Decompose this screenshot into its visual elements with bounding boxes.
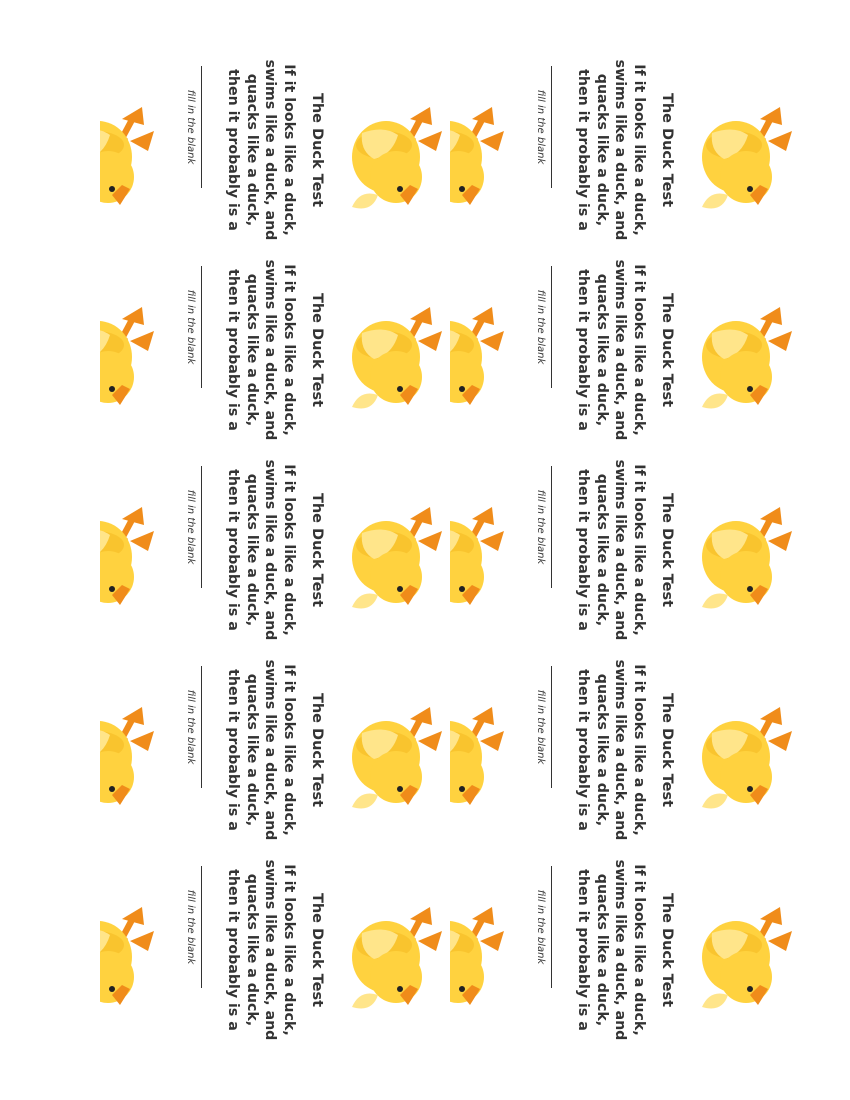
card-title: The Duck Test bbox=[309, 292, 325, 408]
duck-test-card bbox=[450, 650, 800, 850]
card-text bbox=[574, 50, 648, 250]
card-text-line: swims like a duck, and bbox=[612, 459, 629, 641]
card-text-line: then it probably is a bbox=[575, 669, 592, 831]
duck-illustration bbox=[680, 485, 800, 617]
card-text-line: quacks like a duck, bbox=[244, 673, 260, 827]
card-title: The Duck Test bbox=[659, 292, 675, 408]
card-text-line: If it looks like a duck, bbox=[631, 864, 647, 1036]
card-text-line: then it probably is a bbox=[225, 669, 242, 831]
card-text bbox=[574, 450, 648, 650]
card-text-line: If it looks like a duck, bbox=[281, 464, 297, 636]
duck-illustration-partial bbox=[100, 485, 162, 617]
duck-test-card bbox=[100, 650, 450, 850]
card-text-line: swims like a duck, and bbox=[262, 59, 279, 241]
duck-illustration bbox=[680, 685, 800, 817]
card-text-line: If it looks like a duck, bbox=[281, 64, 297, 236]
card-text bbox=[224, 850, 298, 1050]
answer-blank-line bbox=[551, 66, 552, 188]
card-text-line: If it looks like a duck, bbox=[281, 264, 297, 436]
answer-blank-line bbox=[201, 266, 202, 388]
card-text-line: then it probably is a bbox=[225, 69, 242, 231]
blank-hint: fill in the blank bbox=[535, 89, 546, 165]
duck-illustration-partial bbox=[100, 85, 162, 217]
card-text-line: quacks like a duck, bbox=[594, 673, 610, 827]
card-text-line: swims like a duck, and bbox=[612, 59, 629, 241]
blank-hint: fill in the blank bbox=[535, 689, 546, 765]
card-text-line: then it probably is a bbox=[575, 869, 592, 1031]
duck-illustration bbox=[330, 885, 450, 1017]
card-text-line: swims like a duck, and bbox=[612, 659, 629, 841]
duck-test-card bbox=[100, 250, 450, 450]
duck-test-card bbox=[450, 250, 800, 450]
card-text-line: then it probably is a bbox=[575, 269, 592, 431]
duck-test-card bbox=[450, 50, 800, 250]
card-text-line: quacks like a duck, bbox=[594, 473, 610, 627]
duck-illustration bbox=[680, 885, 800, 1017]
answer-blank-line bbox=[201, 66, 202, 188]
duck-test-card bbox=[100, 50, 450, 250]
answer-blank-line bbox=[201, 666, 202, 788]
card-text-line: then it probably is a bbox=[575, 69, 592, 231]
card-text-line: If it looks like a duck, bbox=[281, 664, 297, 836]
duck-illustration-partial bbox=[450, 85, 512, 217]
answer-blank-line bbox=[551, 666, 552, 788]
card-title: The Duck Test bbox=[659, 692, 675, 808]
blank-hint: fill in the blank bbox=[535, 289, 546, 365]
blank-hint: fill in the blank bbox=[185, 889, 196, 965]
card-title: The Duck Test bbox=[659, 492, 675, 608]
duck-illustration bbox=[680, 85, 800, 217]
blank-hint: fill in the blank bbox=[185, 289, 196, 365]
card-title: The Duck Test bbox=[659, 92, 675, 208]
card-title: The Duck Test bbox=[659, 892, 675, 1008]
duck-test-card bbox=[450, 450, 800, 650]
card-text-line: swims like a duck, and bbox=[612, 859, 629, 1041]
card-text-line: If it looks like a duck, bbox=[631, 64, 647, 236]
duck-illustration bbox=[330, 485, 450, 617]
duck-test-card bbox=[100, 450, 450, 650]
card-text bbox=[574, 850, 648, 1050]
answer-blank-line bbox=[201, 866, 202, 988]
card-text bbox=[224, 450, 298, 650]
answer-blank-line bbox=[551, 866, 552, 988]
duck-illustration-partial bbox=[450, 685, 512, 817]
card-text bbox=[574, 250, 648, 450]
blank-hint: fill in the blank bbox=[535, 889, 546, 965]
card-text-line: swims like a duck, and bbox=[262, 259, 279, 441]
card-text-line: then it probably is a bbox=[225, 269, 242, 431]
answer-blank-line bbox=[201, 466, 202, 588]
card-text-line: swims like a duck, and bbox=[262, 859, 279, 1041]
card-text bbox=[224, 650, 298, 850]
duck-illustration-partial bbox=[100, 685, 162, 817]
blank-hint: fill in the blank bbox=[185, 689, 196, 765]
answer-blank-line bbox=[551, 466, 552, 588]
blank-hint: fill in the blank bbox=[535, 489, 546, 565]
card-text-line: then it probably is a bbox=[225, 469, 242, 631]
blank-hint: fill in the blank bbox=[185, 89, 196, 165]
duck-illustration-partial bbox=[450, 285, 512, 417]
card-text bbox=[224, 50, 298, 250]
card-text-line: swims like a duck, and bbox=[262, 459, 279, 641]
card-text-line: quacks like a duck, bbox=[244, 273, 260, 427]
card-title: The Duck Test bbox=[309, 692, 325, 808]
card-text-line: then it probably is a bbox=[225, 869, 242, 1031]
card-text-line: If it looks like a duck, bbox=[631, 464, 647, 636]
duck-illustration-partial bbox=[450, 485, 512, 617]
duck-illustration-partial bbox=[100, 285, 162, 417]
card-text-line: If it looks like a duck, bbox=[631, 664, 647, 836]
card-text-line: quacks like a duck, bbox=[594, 73, 610, 227]
duck-illustration-partial bbox=[450, 885, 512, 1017]
card-text bbox=[574, 650, 648, 850]
duck-illustration bbox=[330, 685, 450, 817]
card-text-line: then it probably is a bbox=[575, 469, 592, 631]
duck-illustration-partial bbox=[100, 885, 162, 1017]
card-text-line: If it looks like a duck, bbox=[281, 864, 297, 1036]
duck-illustration bbox=[680, 285, 800, 417]
card-text-line: swims like a duck, and bbox=[262, 659, 279, 841]
card-text-line: quacks like a duck, bbox=[594, 873, 610, 1027]
card-text-line: quacks like a duck, bbox=[244, 873, 260, 1027]
duck-illustration bbox=[330, 285, 450, 417]
card-title: The Duck Test bbox=[309, 92, 325, 208]
card-text-line: quacks like a duck, bbox=[594, 273, 610, 427]
card-title: The Duck Test bbox=[309, 892, 325, 1008]
duck-test-card bbox=[100, 850, 450, 1050]
card-text-line: quacks like a duck, bbox=[244, 73, 260, 227]
duck-test-card bbox=[450, 850, 800, 1050]
card-text bbox=[224, 250, 298, 450]
answer-blank-line bbox=[551, 266, 552, 388]
card-title: The Duck Test bbox=[309, 492, 325, 608]
duck-illustration bbox=[330, 85, 450, 217]
card-text-line: If it looks like a duck, bbox=[631, 264, 647, 436]
card-text-line: swims like a duck, and bbox=[612, 259, 629, 441]
card-text-line: quacks like a duck, bbox=[244, 473, 260, 627]
blank-hint: fill in the blank bbox=[185, 489, 196, 565]
